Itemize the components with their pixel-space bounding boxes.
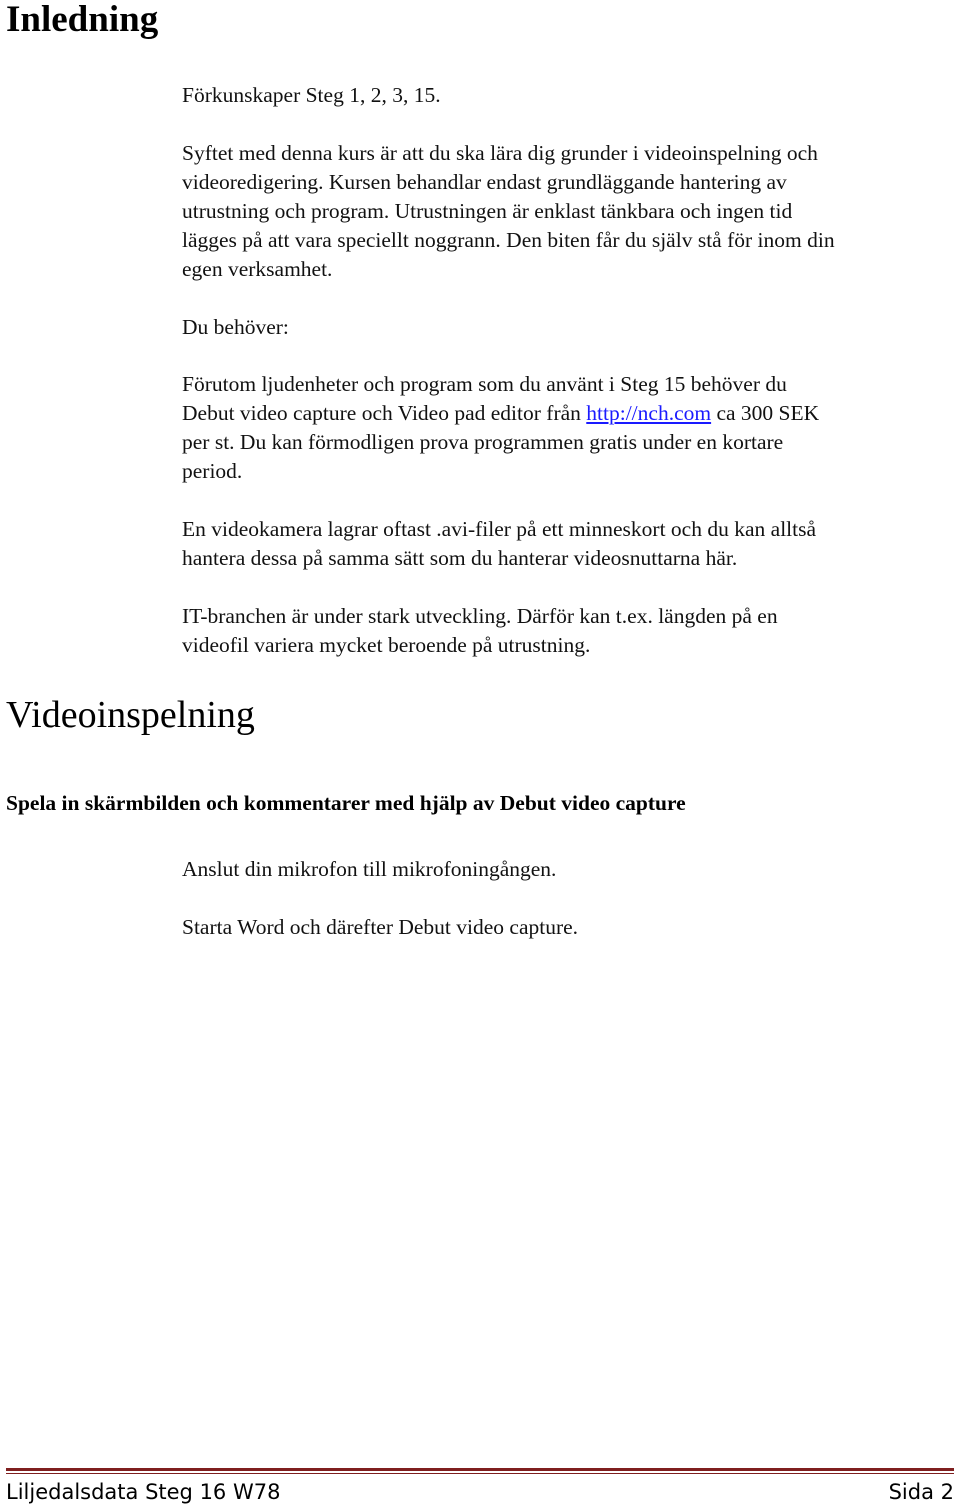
text-line: videoredigering. Kursen behandlar endast grundläggande hantering av (182, 170, 787, 194)
heading-inledning: Inledning (6, 0, 159, 40)
text-line: Du behöver: (182, 315, 289, 339)
paragraph-microphone (182, 855, 952, 884)
footer-page-number: Sida 2 (888, 1480, 954, 1504)
paragraph-purpose (182, 139, 952, 284)
text-fragment: Debut video capture och Video pad editor från (182, 401, 587, 425)
text-line: Starta Word och därefter Debut video capture. (182, 915, 579, 939)
text-line: per st. Du kan förmodligen prova programmen gratis under en kortare (182, 430, 784, 454)
text-line: En videokamera lagrar oftast .avi-filer på ett minneskort och du kan alltså (182, 517, 817, 541)
text-line: egen verksamhet. (182, 257, 333, 281)
text-line: Syftet med denna kurs är att du ska lära dig grunder i videoinspelning och (182, 141, 818, 165)
heading-videoinspelning: Videoinspelning (6, 694, 255, 736)
footer-rule-thin (6, 1473, 954, 1474)
text-line: Förutom ljudenheter och program som du använt i Steg 15 behöver du (182, 372, 787, 396)
paragraph-start (182, 913, 952, 942)
footer-rule-thick (6, 1468, 954, 1471)
paragraph-camera (182, 515, 952, 573)
text-line: Anslut din mikrofon till mikrofoningången. (182, 857, 557, 881)
text-line: Förkunskaper Steg 1, 2, 3, 15. (182, 83, 441, 107)
text-line: period. (182, 459, 243, 483)
text-line-with-link (182, 399, 952, 428)
text-line: videofil variera mycket beroende på utrustning. (182, 633, 591, 657)
nch-link[interactable]: http://nch.com (586, 401, 712, 425)
text-fragment: ca 300 SEK (711, 401, 820, 425)
text-line: utrustning och program. Utrustningen är enklast tänkbara och ingen tid (182, 199, 793, 223)
text-line: IT-branchen är under stark utveckling. Därför kan t.ex. längden på en (182, 604, 778, 628)
paragraph-needs (182, 313, 952, 342)
paragraph-branch (182, 602, 952, 660)
text-line: lägges på att vara speciellt noggrann. Den biten får du själv stå för inom din (182, 228, 835, 252)
paragraph-prerequisites (182, 81, 952, 110)
footer-left-text: Liljedalsdata Steg 16 W78 (6, 1480, 281, 1504)
paragraph-software (182, 370, 952, 486)
heading-spela-in: Spela in skärmbilden och kommentarer med hjälp av Debut video capture (6, 791, 686, 815)
text-line: hantera dessa på samma sätt som du hanterar videosnuttarna här. (182, 546, 738, 570)
